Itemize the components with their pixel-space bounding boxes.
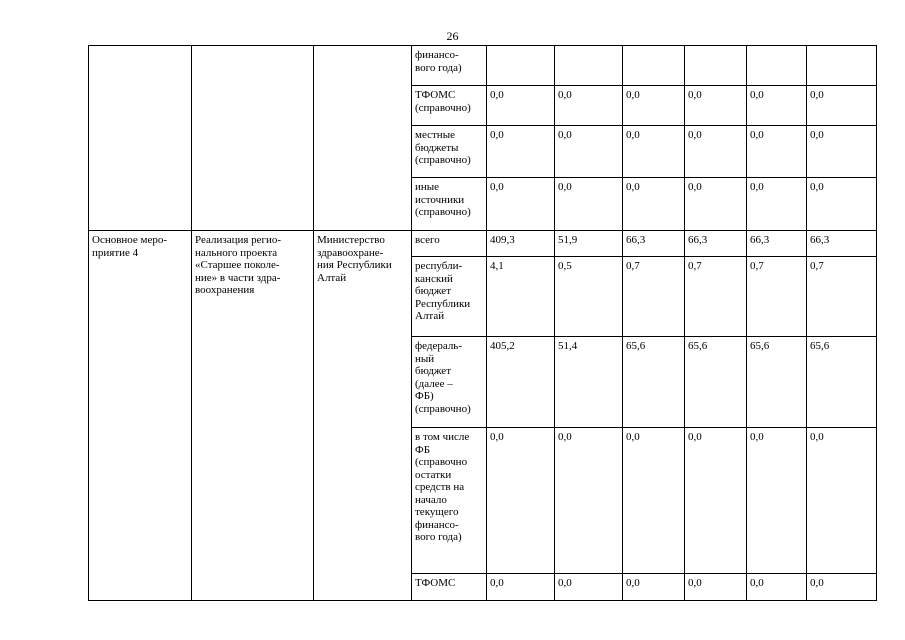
value-cell: 66,3 [747, 231, 807, 257]
value-cell: 51,9 [555, 231, 623, 257]
value-cell: 0,0 [623, 178, 685, 231]
funding-source: в том числе ФБ (справочно остатки средств на начало текущего финансо- вого года) [412, 428, 487, 574]
cell-empty [192, 46, 314, 231]
value-cell: 66,3 [623, 231, 685, 257]
value-cell: 66,3 [685, 231, 747, 257]
value-cell: 0,0 [685, 126, 747, 178]
funding-source: ТФОМС [412, 574, 487, 601]
funding-source: ТФОМС (справочно) [412, 86, 487, 126]
funding-source: местные бюджеты (справочно) [412, 126, 487, 178]
value-cell [487, 46, 555, 86]
value-cell: 0,0 [487, 178, 555, 231]
value-cell: 0,0 [487, 574, 555, 601]
value-cell: 0,7 [685, 257, 747, 337]
value-cell: 0,0 [623, 86, 685, 126]
value-cell: 0,7 [807, 257, 877, 337]
value-cell: 0,0 [685, 86, 747, 126]
value-cell: 0,0 [747, 126, 807, 178]
value-cell [747, 46, 807, 86]
page-number: 26 [446, 29, 459, 43]
value-cell: 0,0 [807, 428, 877, 574]
value-cell: 0,0 [747, 574, 807, 601]
value-cell: 0,0 [685, 428, 747, 574]
activity-executor: Министерство здравоохране- ния Республики Алтай [314, 231, 412, 601]
value-cell: 65,6 [623, 337, 685, 428]
value-cell: 0,0 [747, 428, 807, 574]
value-cell [623, 46, 685, 86]
value-cell: 0,0 [685, 178, 747, 231]
funding-source: финансо- вого года) [412, 46, 487, 86]
funding-source: республи- канский бюджет Республики Алтай [412, 257, 487, 337]
value-cell: 0,0 [807, 178, 877, 231]
value-cell: 0,0 [747, 86, 807, 126]
funding-source: иные источники (справочно) [412, 178, 487, 231]
value-cell: 0,5 [555, 257, 623, 337]
value-cell: 0,0 [807, 574, 877, 601]
value-cell: 0,0 [685, 574, 747, 601]
value-cell: 0,0 [807, 86, 877, 126]
activity-description: Реализация регио- нального проекта «Старшее поколе- ние» в части здра- воохранения [192, 231, 314, 601]
value-cell: 0,7 [623, 257, 685, 337]
value-cell: 0,0 [487, 428, 555, 574]
value-cell: 0,0 [555, 574, 623, 601]
value-cell: 4,1 [487, 257, 555, 337]
value-cell: 0,0 [807, 126, 877, 178]
value-cell [685, 46, 747, 86]
value-cell: 0,0 [747, 178, 807, 231]
value-cell: 65,6 [747, 337, 807, 428]
funding-source: всего [412, 231, 487, 257]
table-row [89, 231, 877, 257]
value-cell: 0,0 [555, 178, 623, 231]
value-cell: 51,4 [555, 337, 623, 428]
cell-empty [314, 46, 412, 231]
table-row [89, 46, 877, 86]
budget-table [88, 45, 877, 601]
value-cell: 0,0 [623, 574, 685, 601]
funding-source: федераль- ный бюджет (далее – ФБ) (справочно) [412, 337, 487, 428]
value-cell: 0,0 [487, 126, 555, 178]
value-cell: 0,0 [555, 86, 623, 126]
value-cell: 0,0 [487, 86, 555, 126]
cell-empty [89, 46, 192, 231]
value-cell: 66,3 [807, 231, 877, 257]
activity-name: Основное меро- приятие 4 [89, 231, 192, 601]
value-cell: 405,2 [487, 337, 555, 428]
value-cell: 0,0 [555, 126, 623, 178]
value-cell: 0,0 [623, 428, 685, 574]
value-cell [807, 46, 877, 86]
value-cell: 409,3 [487, 231, 555, 257]
value-cell: 65,6 [685, 337, 747, 428]
value-cell: 0,0 [623, 126, 685, 178]
value-cell: 0,0 [555, 428, 623, 574]
value-cell: 0,7 [747, 257, 807, 337]
value-cell [555, 46, 623, 86]
value-cell: 65,6 [807, 337, 877, 428]
